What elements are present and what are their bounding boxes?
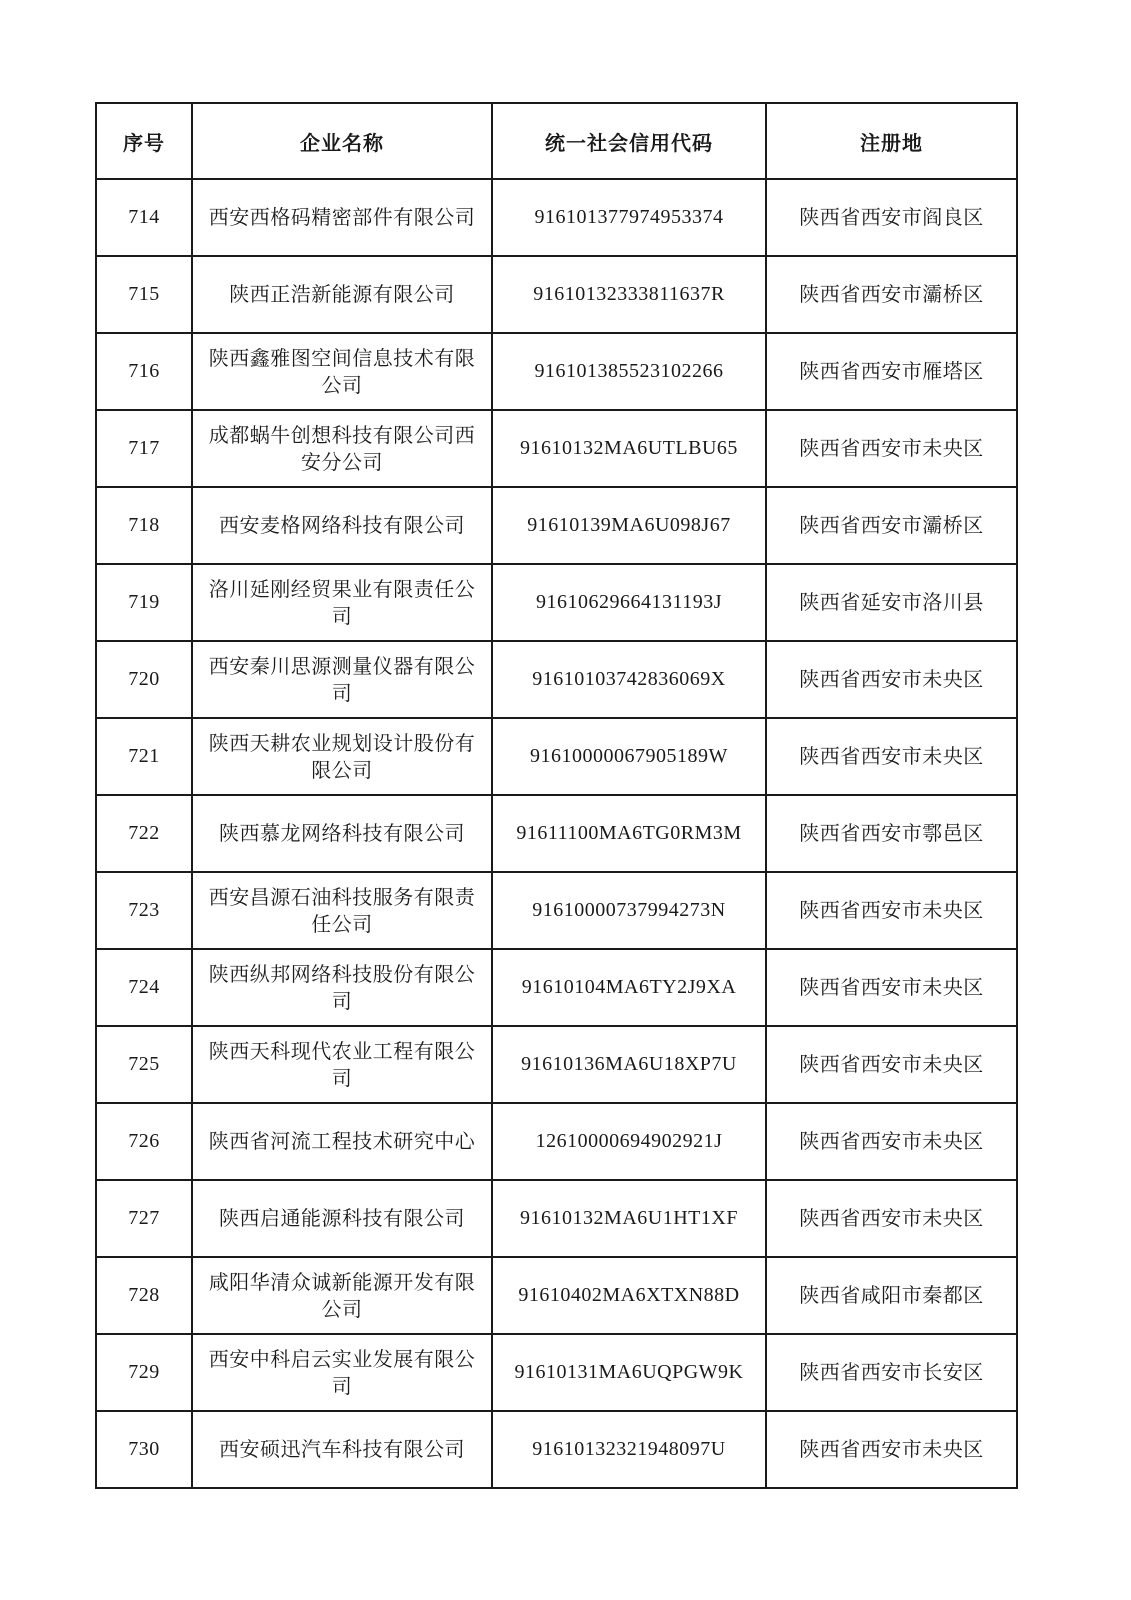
row-registered-region: 陕西省西安市灞桥区: [766, 256, 1017, 333]
row-company-name: 西安硕迅汽车科技有限公司: [192, 1411, 492, 1488]
row-registered-region: 陕西省西安市未央区: [766, 1411, 1017, 1488]
row-credit-code: 91610104MA6TY2J9XA: [492, 949, 766, 1026]
row-seq: 714: [96, 179, 192, 256]
row-company-name: 陕西天科现代农业工程有限公司: [192, 1026, 492, 1103]
row-seq: 726: [96, 1103, 192, 1180]
table-row: [96, 718, 1017, 795]
table-row: [96, 256, 1017, 333]
row-credit-code: 91610000737994273N: [492, 872, 766, 949]
table-row: [96, 795, 1017, 872]
row-credit-code: 91610132MA6UTLBU65: [492, 410, 766, 487]
table-row: [96, 410, 1017, 487]
row-credit-code: 91610136MA6U18XP7U: [492, 1026, 766, 1103]
row-credit-code: 91611100MA6TG0RM3M: [492, 795, 766, 872]
table-row: [96, 333, 1017, 410]
row-seq: 727: [96, 1180, 192, 1257]
table-row: [96, 949, 1017, 1026]
header-credit-code: 统一社会信用代码: [492, 103, 766, 179]
row-registered-region: 陕西省西安市雁塔区: [766, 333, 1017, 410]
row-credit-code: 916101385523102266: [492, 333, 766, 410]
row-registered-region: 陕西省西安市未央区: [766, 1180, 1017, 1257]
row-registered-region: 陕西省西安市鄠邑区: [766, 795, 1017, 872]
row-company-name: 洛川延刚经贸果业有限责任公司: [192, 564, 492, 641]
table-row: [96, 1026, 1017, 1103]
row-company-name: 陕西天耕农业规划设计股份有限公司: [192, 718, 492, 795]
row-seq: 720: [96, 641, 192, 718]
row-company-name: 陕西慕龙网络科技有限公司: [192, 795, 492, 872]
header-registered-region: 注册地: [766, 103, 1017, 179]
table-body: [96, 179, 1017, 1488]
row-credit-code: 91610139MA6U098J67: [492, 487, 766, 564]
row-company-name: 成都蜗牛创想科技有限公司西安分公司: [192, 410, 492, 487]
row-credit-code: 91610132MA6U1HT1XF: [492, 1180, 766, 1257]
row-credit-code: 12610000694902921J: [492, 1103, 766, 1180]
row-company-name: 西安西格码精密部件有限公司: [192, 179, 492, 256]
row-seq: 718: [96, 487, 192, 564]
row-company-name: 陕西正浩新能源有限公司: [192, 256, 492, 333]
row-company-name: 陕西省河流工程技术研究中心: [192, 1103, 492, 1180]
table-row: [96, 1334, 1017, 1411]
table-row: [96, 641, 1017, 718]
row-credit-code: 91610000067905189W: [492, 718, 766, 795]
row-registered-region: 陕西省西安市未央区: [766, 641, 1017, 718]
row-registered-region: 陕西省西安市未央区: [766, 872, 1017, 949]
table-row: [96, 179, 1017, 256]
row-company-name: 西安麦格网络科技有限公司: [192, 487, 492, 564]
row-registered-region: 陕西省西安市未央区: [766, 1103, 1017, 1180]
row-seq: 719: [96, 564, 192, 641]
header-row: [96, 103, 1017, 179]
row-seq: 724: [96, 949, 192, 1026]
header-seq: 序号: [96, 103, 192, 179]
table-row: [96, 487, 1017, 564]
row-credit-code: 91610103742836069X: [492, 641, 766, 718]
row-credit-code: 91610131MA6UQPGW9K: [492, 1334, 766, 1411]
row-credit-code: 91610132321948097U: [492, 1411, 766, 1488]
row-company-name: 陕西启通能源科技有限公司: [192, 1180, 492, 1257]
row-company-name: 西安秦川思源测量仪器有限公司: [192, 641, 492, 718]
table-row: [96, 1257, 1017, 1334]
table-row: [96, 1411, 1017, 1488]
row-company-name: 西安中科启云实业发展有限公司: [192, 1334, 492, 1411]
table-header: [96, 103, 1017, 179]
enterprise-table: [95, 102, 1018, 1489]
row-registered-region: 陕西省延安市洛川县: [766, 564, 1017, 641]
row-seq: 730: [96, 1411, 192, 1488]
table-row: [96, 1103, 1017, 1180]
row-seq: 715: [96, 256, 192, 333]
row-registered-region: 陕西省西安市灞桥区: [766, 487, 1017, 564]
row-credit-code: 916101377974953374: [492, 179, 766, 256]
row-registered-region: 陕西省西安市未央区: [766, 1026, 1017, 1103]
row-registered-region: 陕西省咸阳市秦都区: [766, 1257, 1017, 1334]
row-company-name: 咸阳华清众诚新能源开发有限公司: [192, 1257, 492, 1334]
row-credit-code: 91610402MA6XTXN88D: [492, 1257, 766, 1334]
row-seq: 729: [96, 1334, 192, 1411]
row-seq: 717: [96, 410, 192, 487]
row-company-name: 西安昌源石油科技服务有限责任公司: [192, 872, 492, 949]
row-credit-code: 91610132333811637R: [492, 256, 766, 333]
row-company-name: 陕西纵邦网络科技股份有限公司: [192, 949, 492, 1026]
table-row: [96, 1180, 1017, 1257]
row-seq: 722: [96, 795, 192, 872]
row-registered-region: 陕西省西安市长安区: [766, 1334, 1017, 1411]
row-seq: 723: [96, 872, 192, 949]
row-registered-region: 陕西省西安市未央区: [766, 949, 1017, 1026]
row-registered-region: 陕西省西安市阎良区: [766, 179, 1017, 256]
table-row: [96, 564, 1017, 641]
row-company-name: 陕西鑫雅图空间信息技术有限公司: [192, 333, 492, 410]
header-company-name: 企业名称: [192, 103, 492, 179]
row-seq: 716: [96, 333, 192, 410]
table-row: [96, 872, 1017, 949]
row-seq: 728: [96, 1257, 192, 1334]
row-registered-region: 陕西省西安市未央区: [766, 410, 1017, 487]
row-registered-region: 陕西省西安市未央区: [766, 718, 1017, 795]
row-seq: 721: [96, 718, 192, 795]
row-seq: 725: [96, 1026, 192, 1103]
row-credit-code: 91610629664131193J: [492, 564, 766, 641]
